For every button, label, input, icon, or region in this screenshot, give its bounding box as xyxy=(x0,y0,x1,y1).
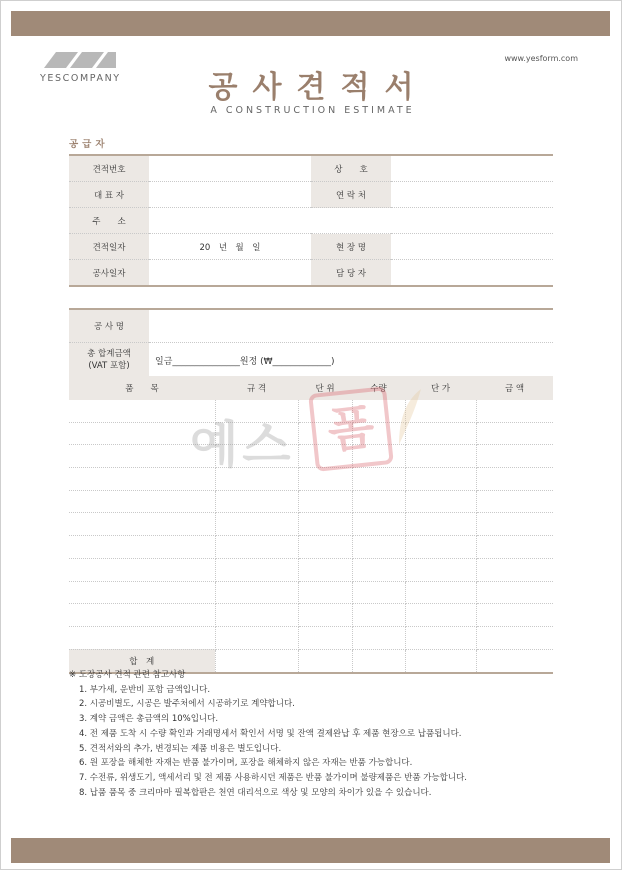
watermark-stamp: 폼 xyxy=(308,386,394,472)
col-spec-header: 규 격 xyxy=(215,376,298,400)
supplier-row xyxy=(69,234,553,260)
amount-cell[interactable] xyxy=(476,536,553,559)
qty-cell[interactable] xyxy=(352,558,405,581)
spec-cell[interactable] xyxy=(215,468,298,491)
table-row xyxy=(69,445,553,468)
estimate-date-field[interactable]: 20 년 월 일 xyxy=(149,234,311,260)
notes-heading: ※ 도장공사 견적 관련 참고사항 xyxy=(69,670,186,680)
total-amount-label xyxy=(69,343,149,378)
col-item-header: 품 목 xyxy=(69,376,215,400)
item-cell[interactable] xyxy=(69,400,215,422)
total-label: 합 계 xyxy=(69,649,215,673)
table-row xyxy=(69,558,553,581)
qty-cell[interactable] xyxy=(352,536,405,559)
amount-cell[interactable] xyxy=(476,626,553,649)
total-amount-label-line1: 총 합계금액 xyxy=(87,349,131,359)
price-cell[interactable] xyxy=(405,581,476,604)
table-row xyxy=(69,581,553,604)
total-amount-cell[interactable] xyxy=(476,649,553,673)
amount-cell[interactable] xyxy=(476,558,553,581)
price-cell[interactable] xyxy=(405,558,476,581)
supplier-row xyxy=(69,182,553,208)
supplier-table xyxy=(69,154,553,287)
amount-cell[interactable] xyxy=(476,513,553,536)
address-field[interactable] xyxy=(149,208,553,234)
unit-cell[interactable] xyxy=(298,468,352,491)
site-name-label: 현 장 명 xyxy=(311,234,391,260)
website-url: www.yesform.com xyxy=(504,54,578,63)
total-amount-row xyxy=(69,343,553,378)
spec-cell[interactable] xyxy=(215,581,298,604)
item-cell[interactable] xyxy=(69,468,215,491)
spec-cell[interactable] xyxy=(215,490,298,513)
manager-field[interactable] xyxy=(391,260,553,287)
items-header-row xyxy=(69,376,553,400)
project-table xyxy=(69,308,553,378)
col-price-header: 단 가 xyxy=(405,376,476,400)
construction-date-label: 공사일자 xyxy=(69,260,149,287)
note-item: 5. 견적서와의 추가, 변경되는 제품 비용은 별도입니다. xyxy=(79,743,282,754)
price-cell[interactable] xyxy=(405,422,476,445)
col-qty-header: 수량 xyxy=(352,376,405,400)
price-cell[interactable] xyxy=(405,513,476,536)
document-subtitle: A CONSTRUCTION ESTIMATE xyxy=(210,105,415,116)
qty-cell[interactable] xyxy=(352,400,405,422)
item-cell[interactable] xyxy=(69,422,215,445)
representative-label: 대 표 자 xyxy=(69,182,149,208)
amount-cell[interactable] xyxy=(476,581,553,604)
site-name-field[interactable] xyxy=(391,234,553,260)
unit-cell[interactable] xyxy=(298,581,352,604)
spec-cell[interactable] xyxy=(215,422,298,445)
note-item: 3. 계약 금액은 총금액의 10%입니다. xyxy=(79,714,219,725)
table-row xyxy=(69,400,553,422)
unit-cell[interactable] xyxy=(298,445,352,468)
bottom-bar xyxy=(11,838,610,863)
item-cell[interactable] xyxy=(69,581,215,604)
representative-field[interactable] xyxy=(149,182,311,208)
qty-cell[interactable] xyxy=(352,468,405,491)
project-name-label: 공 사 명 xyxy=(69,309,149,343)
note-item: 4. 전 제품 도착 시 수량 확인과 거래명세서 확인서 서명 및 잔액 결제완납 후 제품 현장으로 납품됩니다. xyxy=(79,728,462,739)
company-name-label: 상 호 xyxy=(311,155,391,182)
table-row xyxy=(69,604,553,627)
supplier-row xyxy=(69,155,553,182)
note-item: 2. 시공비별도, 시공은 발주처에서 시공하기로 계약합니다. xyxy=(79,699,295,710)
note-item: 7. 수전류, 위생도기, 액세서리 및 전 제품 사용하시던 제품은 반품 불가이며 불량제품은 반품 가능합니다. xyxy=(79,772,467,783)
unit-cell[interactable] xyxy=(298,490,352,513)
price-cell[interactable] xyxy=(405,445,476,468)
note-item: 1. 부가세, 운반비 포함 금액입니다. xyxy=(79,684,211,695)
unit-cell[interactable] xyxy=(298,604,352,627)
qty-cell[interactable] xyxy=(352,604,405,627)
estimate-date-label: 견적일자 xyxy=(69,234,149,260)
address-label: 주 소 xyxy=(69,208,149,234)
unit-cell[interactable] xyxy=(298,422,352,445)
manager-label: 담 당 자 xyxy=(311,260,391,287)
table-row xyxy=(69,468,553,491)
top-bar xyxy=(11,11,610,36)
price-cell[interactable] xyxy=(405,400,476,422)
notes-list xyxy=(69,683,467,801)
table-row xyxy=(69,513,553,536)
price-cell[interactable] xyxy=(405,604,476,627)
document-title: 공사견적서 xyxy=(208,70,429,105)
spec-cell[interactable] xyxy=(215,513,298,536)
item-cell[interactable] xyxy=(69,490,215,513)
item-cell[interactable] xyxy=(69,536,215,559)
total-amount-label-line2: (VAT 포함) xyxy=(88,361,130,371)
items-body xyxy=(69,400,553,673)
item-cell[interactable] xyxy=(69,445,215,468)
total-amount-field[interactable]: 일금_______________원정 (₩_____________) xyxy=(149,343,553,378)
item-cell[interactable] xyxy=(69,513,215,536)
spec-cell[interactable] xyxy=(215,536,298,559)
note-item: 6. 원 포장을 해체한 자재는 반품 불가이며, 포장을 해체하지 않은 자재는 반품 가능합니다. xyxy=(79,758,413,769)
item-cell[interactable] xyxy=(69,604,215,627)
spec-cell[interactable] xyxy=(215,400,298,422)
amount-cell[interactable] xyxy=(476,468,553,491)
spec-cell[interactable] xyxy=(215,626,298,649)
qty-cell[interactable] xyxy=(352,445,405,468)
project-name-row xyxy=(69,309,553,343)
company-name-field[interactable] xyxy=(391,155,553,182)
project-name-field[interactable] xyxy=(149,309,553,343)
watermark-text: 예스 xyxy=(190,416,295,474)
contact-label: 연 락 처 xyxy=(311,182,391,208)
unit-cell[interactable] xyxy=(298,558,352,581)
unit-cell[interactable] xyxy=(298,513,352,536)
supplier-section-label: 공급자 xyxy=(69,139,109,150)
item-cell[interactable] xyxy=(69,558,215,581)
unit-cell[interactable] xyxy=(298,626,352,649)
qty-cell[interactable] xyxy=(352,626,405,649)
note-item: 8. 납품 품목 중 크리마마 필복합판은 천연 대리석으로 색상 및 모양의 차이가 있을 수 있습니다. xyxy=(79,787,432,798)
col-unit-header: 단 위 xyxy=(298,376,352,400)
table-row xyxy=(69,626,553,649)
price-cell[interactable] xyxy=(405,536,476,559)
unit-cell[interactable] xyxy=(298,400,352,422)
notes-section xyxy=(69,668,467,800)
qty-cell[interactable] xyxy=(352,513,405,536)
estimate-number-field[interactable] xyxy=(149,155,311,182)
price-cell[interactable] xyxy=(405,490,476,513)
amount-cell[interactable] xyxy=(476,400,553,422)
construction-date-field[interactable] xyxy=(149,260,311,287)
supplier-row xyxy=(69,208,553,234)
logo-text: YESCOMPANY xyxy=(40,73,121,84)
col-amount-header: 금 액 xyxy=(476,376,553,400)
price-cell[interactable] xyxy=(405,626,476,649)
amount-cell[interactable] xyxy=(476,445,553,468)
estimate-number-label: 견적번호 xyxy=(69,155,149,182)
amount-cell[interactable] xyxy=(476,604,553,627)
spec-cell[interactable] xyxy=(215,558,298,581)
qty-cell[interactable] xyxy=(352,581,405,604)
amount-cell[interactable] xyxy=(476,422,553,445)
table-row xyxy=(69,536,553,559)
items-table xyxy=(69,376,553,674)
spec-cell[interactable] xyxy=(215,604,298,627)
contact-field[interactable] xyxy=(391,182,553,208)
spec-cell[interactable] xyxy=(215,445,298,468)
price-cell[interactable] xyxy=(405,468,476,491)
table-row xyxy=(69,490,553,513)
item-cell[interactable] xyxy=(69,626,215,649)
amount-cell[interactable] xyxy=(476,490,553,513)
table-row xyxy=(69,422,553,445)
qty-cell[interactable] xyxy=(352,422,405,445)
supplier-row xyxy=(69,260,553,287)
unit-cell[interactable] xyxy=(298,536,352,559)
qty-cell[interactable] xyxy=(352,490,405,513)
